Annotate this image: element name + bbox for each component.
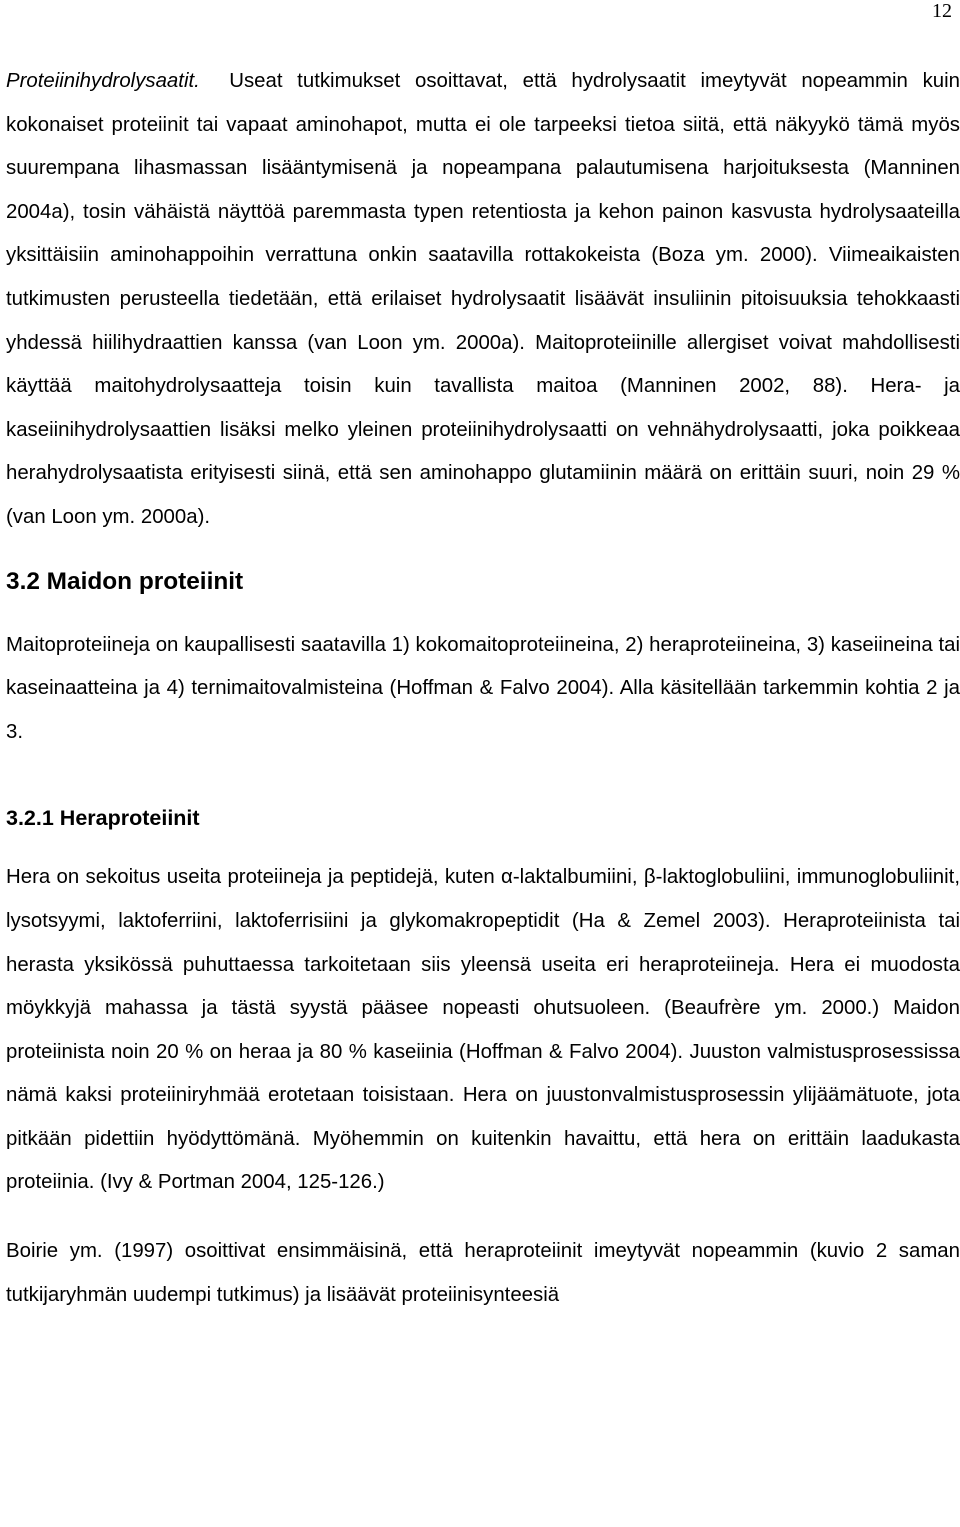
paragraph-text: Useat tutkimukset osoittavat, että hydrolysaatit imeytyvät nopeammin kuin kokonaiset proteiinit tai vapaat aminohapot, mutta ei ole tarpeeksi tietoa siitä, että näkyykö tämä myös suurempana lihasmassan lisääntymisenä ja nopeampana palautumisena harjoituksesta (Manninen 2004a), tosin vähäistä näyttöä paremmasta typen retentiosta ja kehon painon kasvusta hydrolysaateilla yksittäisiin aminohappoihin verrattuna onkin saatavilla rottakokeista (Boza ym. 2000). Viimeaikaisten tutkimusten perusteella tiedetään, että erilaiset hydrolysaatit lisäävät insuliinin pitoisuuksia tehokkaasti yhdessä hiilihydraattien kanssa (van Loon ym. 2000a). Maitoproteiinille allergiset voivat mahdollisesti käyttää maitohydrolysaatteja toisin kuin tavallista maitoa (Manninen 2002, 88). Hera- ja kaseiinihydrolysaattien lisäksi melko yleinen proteiinihydrolysaatti on vehnähydrolysaatti, joka poikkeaa herahydrolysaatista erityisesti siinä, että sen aminohappo glutamiinin määrä on erittäin suuri, noin 29 % (van Loon ym. 2000a). [6,70,960,528]
section-heading-milk-proteins: 3.2 Maidon proteiinit [6,567,244,595]
paragraph-milk-proteins: Maitoproteiineja on kaupallisesti saatavilla 1) kokomaitoproteiineina, 2) heraproteiineina, 3) kaseiineina tai kaseinaatteina ja 4) ternimaitovalmisteina (Hoffman & Falvo 2004). Alla käsitellään tarkemmin kohtia 2 ja 3. [6,633,960,743]
document-body [6,60,960,1317]
subsection-heading-whey-proteins: 3.2.1 Heraproteiinit [6,806,200,831]
paragraph-boirie: Boirie ym. (1997) osoittivat ensimmäisinä, että heraproteiinit imeytyvät nopeammin (kuvio 2 saman tutkijaryhmän uudempi tutkimus) ja lisäävät proteiinisynteesiä [6,1240,960,1306]
paragraph-lead-term: Proteiinihydrolysaatit. [6,70,200,92]
page-number: 12 [932,0,952,22]
paragraph-hydrolysates [6,60,960,540]
paragraph-whey-proteins: Hera on sekoitus useita proteiineja ja peptidejä, kuten α-laktalbumiini, β-laktoglobuliini, immunoglobuliinit, lysotsyymi, laktoferriini, laktoferrisiini ja glykomakropeptidit (Ha & Zemel 2003). Heraproteiinista tai herasta yksikössä puhuttaessa tarkoitetaan siis yleensä useita eri heraproteiineja. Hera ei muodosta möykkyjä mahassa ja tästä syystä pääsee nopeasti ohutsuoleen. (Beaufrère ym. 2000.) Maidon proteiinista noin 20 % on heraa ja 80 % kaseiinia (Hoffman & Falvo 2004). Juuston valmistusprosessissa nämä kaksi proteiiniryhmää erotetaan toisistaan. Hera on juustonvalmistusprosessin ylijäämätuote, jota pitkään pidettiin hyödyttömänä. Myöhemmin on kuitenkin havaittu, että hera on erittäin laadukasta proteiinia. (Ivy & Portman 2004, 125-126.) [6,866,960,1194]
